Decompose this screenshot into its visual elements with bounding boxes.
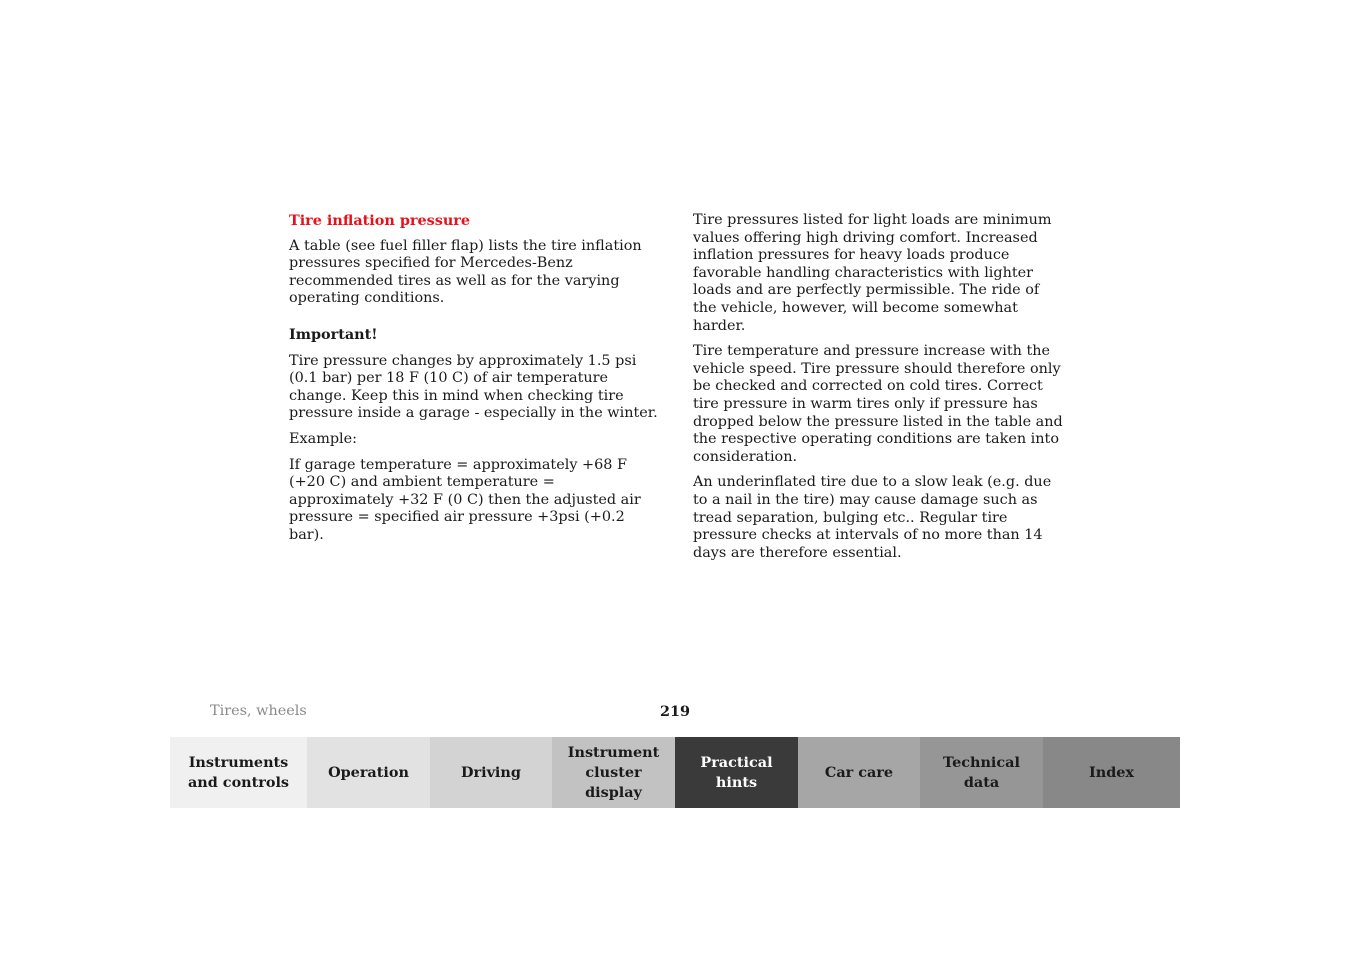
light-loads-paragraph: Tire pressures listed for light loads are minimum values offering high driving comfort. Increased inflation pressures for heavy loads produce favorable handling characteristics with lighter loads and are perfectly permissible. The ride of the vehicle, however, will become somewhat harder. <box>693 212 1052 334</box>
important-paragraph: Tire pressure changes by approximately 1.5 psi (0.1 bar) per 18 F (10 C) of air temperature change. Keep this in mind when checking tire pressure inside a garage - especially in the winter. <box>289 352 658 422</box>
section-title: Tire inflation pressure <box>289 212 471 229</box>
nav-tab-car-care[interactable]: Car care <box>798 737 920 808</box>
nav-tab-practical-hints[interactable]: Practical hints <box>675 737 798 808</box>
chapter-nav-bar <box>170 737 1180 808</box>
nav-tab-driving[interactable]: Driving <box>430 737 552 808</box>
left-column <box>289 212 661 553</box>
important-heading: Important! <box>289 325 378 343</box>
footer-section-label: Tires, wheels <box>210 703 307 719</box>
right-column <box>693 212 1065 570</box>
intro-paragraph: A table (see fuel filler flap) lists the tire inflation pressures specified for Mercedes-Benz recommended tires as well as for the varying operating conditions. <box>289 237 642 307</box>
example-paragraph: If garage temperature = approximately +68 F (+20 C) and ambient temperature = approximately +32 F (0 C) then the adjusted air pressure = specified air pressure +3psi (+0.2 bar). <box>289 456 641 543</box>
nav-tab-technical-data[interactable]: Technical data <box>920 737 1043 808</box>
nav-tab-operation[interactable]: Operation <box>307 737 430 808</box>
nav-tab-instrument-cluster-display[interactable]: Instrument cluster display <box>552 737 675 808</box>
nav-tab-instruments-and-controls[interactable]: Instruments and controls <box>170 737 307 808</box>
nav-tab-index[interactable]: Index <box>1043 737 1180 808</box>
temperature-paragraph: Tire temperature and pressure increase with the vehicle speed. Tire pressure should therefore only be checked and corrected on cold tires. Correct tire pressure in warm tires only if pressure has dropped below the pressure listed in the table and the respective operating conditions are taken into consideration. <box>693 343 1063 465</box>
page-number: 219 <box>659 703 691 720</box>
example-label: Example: <box>289 430 358 447</box>
underinflated-paragraph: An underinflated tire due to a slow leak (e.g. due to a nail in the tire) may cause damage such as tread separation, bulging etc.. Regular tire pressure checks at intervals of no more than 14 days are therefore essential. <box>693 474 1052 561</box>
